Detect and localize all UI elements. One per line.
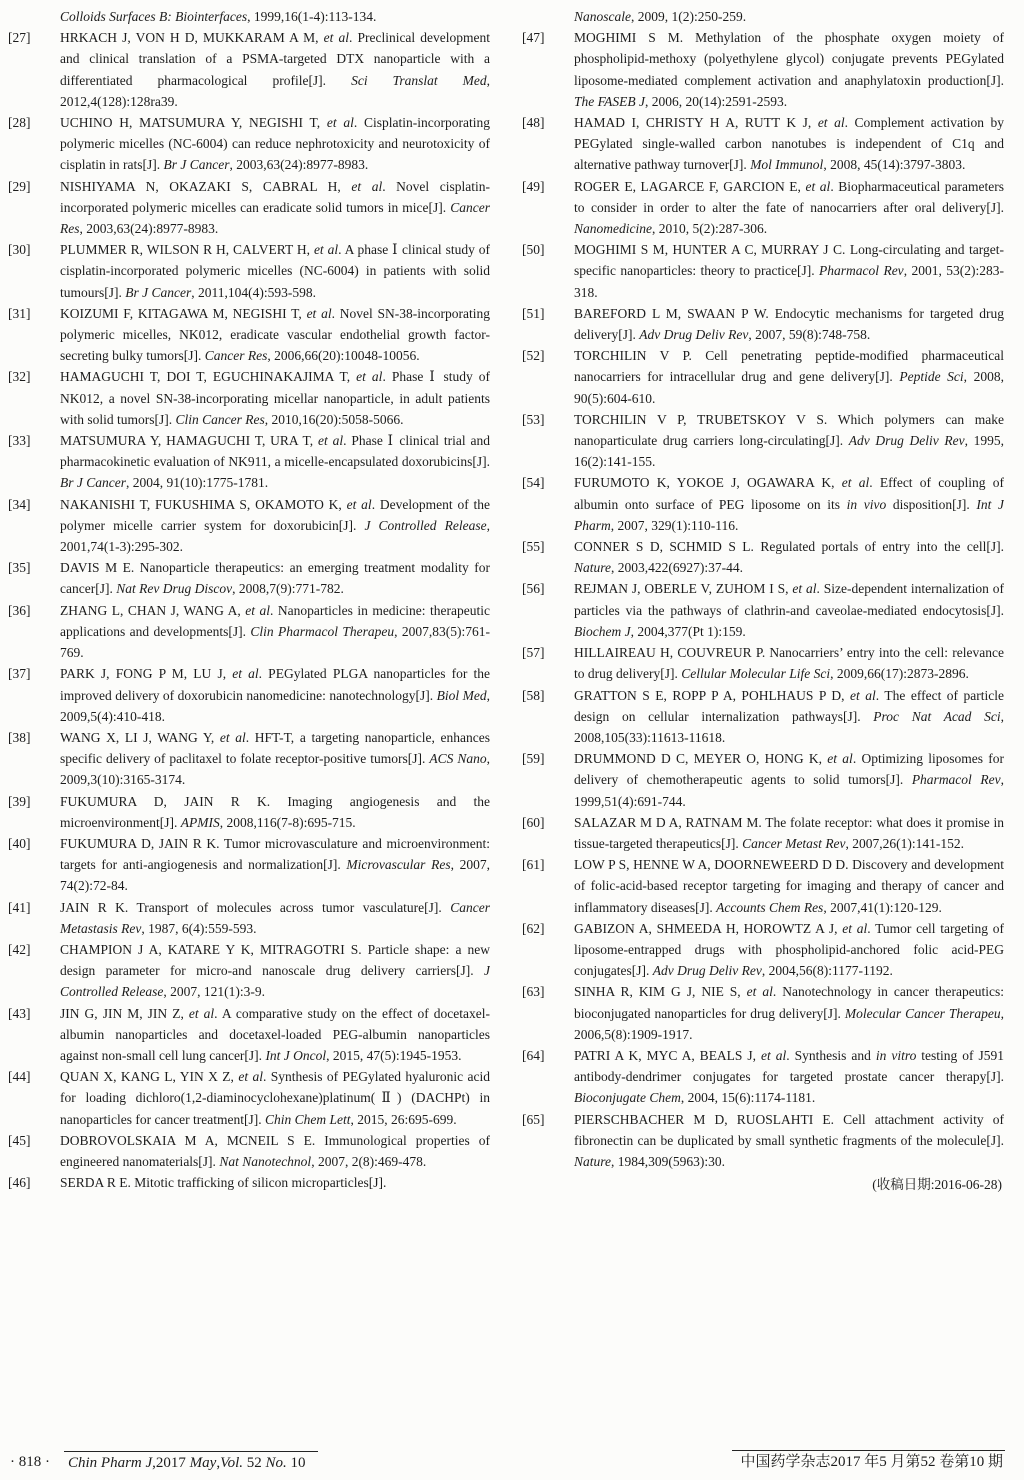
journal-citation-en: Chin Pharm J,2017 May,Vol. 52 No. 10 bbox=[64, 1451, 318, 1472]
reference-number: [48] bbox=[522, 115, 545, 131]
reference-text: JIN G, JIN M, JIN Z, et al. A comparative study on the effect of docetaxel-albumin nanoparticles and docetaxel-loaded PEG-albumin nanoparticles against non-small cell lung cancer[J]. Int J Oncol, 2015, 47(5):1945-1953. bbox=[60, 1005, 490, 1063]
reference-text: DOBROVOLSKAIA M A, MCNEIL S E. Immunological properties of engineered nanomaterials[J]. Nat Nanotechnol, 2007, 2(8):469-478. bbox=[60, 1132, 490, 1169]
reference-text: PLUMMER R, WILSON R H, CALVERT H, et al. A phase Ⅰ clinical study of cisplatin-incorporated polymeric micelles (NC-6004) in patients with solid tumours[J]. Br J Cancer, 2011,104(4):593-598. bbox=[60, 242, 490, 300]
reference-text: KOIZUMI F, KITAGAWA M, NEGISHI T, et al. Novel SN-38-incorporating polymeric micelles, NK012, eradicate vascular endothelial growth factor-secreting bulky tumors[J]. Cancer Res, 2006,66(20):10048-10056. bbox=[60, 305, 490, 364]
page-number: · 818 · bbox=[10, 1454, 50, 1470]
right-column bbox=[522, 6, 1004, 1406]
reference-item bbox=[8, 6, 490, 27]
reference-text: GABIZON A, SHMEEDA H, HOROWTZ A J, et al. Tumor cell targeting of liposome-entrapped drugs with phospholipid-anchored folic acid-PEG conjugates[J]. Adv Drug Deliv Rev, 2004,56(8):1177-1192. bbox=[574, 920, 1004, 979]
reference-text: SINHA R, KIM G J, NIE S, et al. Nanotechnology in cancer therapeutics: bioconjugated nanoparticles for drug delivery[J]. Molecular Cancer Therapeu, 2006,5(8):1909-1917. bbox=[574, 984, 1004, 1042]
reference-text: PARK J, FONG P M, LU J, et al. PEGylated PLGA nanoparticles for the improved delivery of doxorubicin nanomedicine: nanotechnology[J]. Biol Med, 2009,5(4):410-418. bbox=[60, 666, 490, 724]
reference-text: PIERSCHBACHER M D, RUOSLAHTI E. Cell attachment activity of fibronectin can be duplicated by small synthetic fragments of the molecule[J]. Nature, 1984,309(5963):30. bbox=[574, 1111, 1004, 1169]
reference-number: [49] bbox=[522, 178, 545, 194]
reference-item bbox=[522, 176, 1004, 240]
reference-text: SALAZAR M D A, RATNAM M. The folate receptor: what does it promise in tissue-targeted therapeutics[J]. Cancer Metast Rev, 2007,26(1):141-152. bbox=[574, 814, 1004, 851]
reference-item bbox=[522, 409, 1004, 473]
reference-number: [35] bbox=[8, 560, 31, 576]
reference-number: [34] bbox=[8, 496, 31, 512]
reference-text: DAVIS M E. Nanoparticle therapeutics: an emerging treatment modality for cancer[J]. Nat Rev Drug Discov, 2008,7(9):771-782. bbox=[60, 560, 490, 597]
reference-item bbox=[8, 239, 490, 303]
reference-number bbox=[8, 6, 60, 27]
reference-item bbox=[522, 918, 1004, 982]
reference-text: DRUMMOND D C, MEYER O, HONG K, et al. Optimizing liposomes for delivery of chemotherapeutic agents to solid tumors[J]. Pharmacol Rev, 1999,51(4):691-744. bbox=[574, 751, 1004, 809]
reference-number bbox=[522, 6, 574, 27]
reference-item bbox=[522, 536, 1004, 578]
reference-number: [63] bbox=[522, 984, 545, 1000]
reference-number: [36] bbox=[8, 602, 31, 618]
reference-item bbox=[522, 981, 1004, 1045]
reference-text: HAMAGUCHI T, DOI T, EGUCHINAKAJIMA T, et al. Phase Ⅰ study of NK012, a novel SN-38-incorporating micellar nanoparticle, in adult patients with solid tumors[J]. Clin Cancer Res, 2010,16(20):5058-5066. bbox=[60, 369, 490, 427]
reference-text: JAIN R K. Transport of molecules across tumor vasculature[J]. Cancer Metastasis Rev, 1987, 6(4):559-593. bbox=[60, 899, 490, 936]
reference-number: [51] bbox=[522, 305, 545, 321]
reference-text: NISHIYAMA N, OKAZAKI S, CABRAL H, et al. Novel cisplatin-incorporated polymeric micelles can eradicate solid tumors in mice[J]. Cancer Res, 2003,63(24):8977-8983. bbox=[60, 178, 490, 237]
reference-text: MOGHIMI S M, HUNTER A C, MURRAY J C. Long-circulating and target-specific nanoparticles: theory to practice[J]. Pharmacol Rev, 2001, 53(2):283-318. bbox=[574, 242, 1004, 300]
journal-citation-cn: 中国药学杂志2017 年5 月第52 卷第10 期 bbox=[732, 1450, 1005, 1472]
reference-item bbox=[8, 833, 490, 897]
reference-text: Nanoscale, 2009, 1(2):250-259. bbox=[574, 9, 747, 24]
reference-item bbox=[522, 812, 1004, 854]
reference-text: LOW P S, HENNE W A, DOORNEWEERD D D. Discovery and development of folic-acid-based receptor targeting for imaging and therapy of cancer and inflammatory diseases[J]. Accounts Chem Res, 2007,41(1):120-129. bbox=[574, 857, 1004, 915]
reference-number: [45] bbox=[8, 1132, 31, 1148]
reference-text: FUKUMURA D, JAIN R K. Imaging angiogenesis and the microenvironment[J]. APMIS, 2008,116(7-8):695-715. bbox=[60, 793, 490, 830]
reference-text: REJMAN J, OBERLE V, ZUHOM I S, et al. Size-dependent internalization of particles via the pathways of clathrin-and caveolae-mediated endocytosis[J]. Biochem J, 2004,377(Pt 1):159. bbox=[574, 581, 1004, 639]
reference-item bbox=[8, 112, 490, 176]
reference-text: FUKUMURA D, JAIN R K. Tumor microvasculature and microenvironment: targets for anti-angiogenesis and normalization[J]. Microvascular Res, 2007, 74(2):72-84. bbox=[60, 835, 490, 894]
reference-item bbox=[522, 685, 1004, 749]
reference-text: GRATTON S E, ROPP P A, POHLHAUS P D, et al. The effect of particle design on cellular internalization pathways[J]. Proc Nat Acad Sci, 2008,105(33):11613-11618. bbox=[574, 687, 1004, 745]
page-footer bbox=[0, 1440, 1024, 1474]
reference-number: [56] bbox=[522, 581, 545, 597]
reference-item bbox=[522, 748, 1004, 812]
reference-number: [50] bbox=[522, 242, 545, 258]
reference-number: [28] bbox=[8, 115, 31, 131]
footer-left bbox=[10, 1451, 318, 1472]
reference-item bbox=[8, 663, 490, 727]
reference-number: [40] bbox=[8, 835, 31, 851]
reference-text: HILLAIREAU H, COUVREUR P. Nanocarriers’ entry into the cell: relevance to drug delivery[J]. Cellular Molecular Life Sci, 2009,66(17):2873-2896. bbox=[574, 645, 1004, 682]
reference-number: [27] bbox=[8, 30, 31, 46]
reference-number: [54] bbox=[522, 475, 545, 491]
reference-number: [31] bbox=[8, 305, 31, 321]
footer-right bbox=[732, 1450, 1005, 1472]
reference-item bbox=[522, 27, 1004, 112]
reference-item bbox=[522, 578, 1004, 642]
left-column bbox=[8, 6, 490, 1406]
reference-text: MOGHIMI S M. Methylation of the phosphate oxygen moiety of phospholipid-methoxy (polyethylene glycol) conjugate prevents PEGylated liposome-mediated complement activation and anaphylatoxin production[J]. The FASEB J, 2006, 20(14):2591-2593. bbox=[574, 30, 1004, 109]
reference-number: [39] bbox=[8, 793, 31, 809]
reference-number: [65] bbox=[522, 1111, 545, 1127]
reference-item bbox=[522, 6, 1004, 27]
reference-item bbox=[522, 1045, 1004, 1109]
reference-number: [61] bbox=[522, 857, 545, 873]
reference-item bbox=[522, 345, 1004, 409]
reference-item bbox=[8, 897, 490, 939]
reference-item bbox=[8, 27, 490, 112]
reference-item bbox=[8, 1130, 490, 1172]
reference-number: [53] bbox=[522, 411, 545, 427]
reference-number: [41] bbox=[8, 899, 31, 915]
reference-number: [52] bbox=[522, 348, 545, 364]
reference-number: [46] bbox=[8, 1175, 31, 1191]
reference-text: CONNER S D, SCHMID S L. Regulated portals of entry into the cell[J]. Nature, 2003,422(6927):37-44. bbox=[574, 539, 1004, 576]
reference-item bbox=[522, 642, 1004, 684]
reference-number: [55] bbox=[522, 539, 545, 555]
reference-number: [33] bbox=[8, 433, 31, 449]
reference-item bbox=[8, 430, 490, 494]
reference-text: CHAMPION J A, KATARE Y K, MITRAGOTRI S. Particle shape: a new design parameter for micro-and nanoscale drug delivery carriers[J]. J Controlled Release, 2007, 121(1):3-9. bbox=[60, 941, 490, 1000]
reference-text: Colloids Surfaces B: Biointerfaces, 1999,16(1-4):113-134. bbox=[60, 9, 377, 24]
reference-number: [59] bbox=[522, 751, 545, 767]
reference-item bbox=[522, 303, 1004, 345]
reference-number: [30] bbox=[8, 242, 31, 258]
reference-text: HRKACH J, VON H D, MUKKARAM A M, et al. Preclinical development and clinical translation of a PSMA-targeted DTX nanoparticle with a differentiated pharmacological profile[J]. Sci Translat Med, 2012,4(128):128ra39. bbox=[60, 30, 490, 109]
reference-item bbox=[522, 854, 1004, 918]
reference-text: WANG X, LI J, WANG Y, et al. HFT-T, a targeting nanoparticle, enhances specific delivery of paclitaxel to folate receptor-positive tumors[J]. ACS Nano, 2009,3(10):3165-3174. bbox=[60, 729, 490, 788]
reference-item bbox=[8, 727, 490, 791]
received-date: (收稿日期:2016-06-28) bbox=[872, 1177, 1002, 1193]
reference-text: TORCHILIN V P, TRUBETSKOY V S. Which polymers can make nanoparticulate drug carriers long-circulating[J]. Adv Drug Deliv Rev, 1995, 16(2):141-155. bbox=[574, 411, 1004, 470]
reference-item bbox=[8, 600, 490, 664]
reference-number: [38] bbox=[8, 729, 31, 745]
reference-text: NAKANISHI T, FUKUSHIMA S, OKAMOTO K, et al. Development of the polymer micelle carrier system for doxorubicin[J]. J Controlled Release, 2001,74(1-3):295-302. bbox=[60, 496, 490, 555]
reference-item bbox=[8, 1066, 490, 1130]
reference-text: BAREFORD L M, SWAAN P W. Endocytic mechanisms for targeted drug delivery[J]. Adv Drug Deliv Rev, 2007, 59(8):748-758. bbox=[574, 305, 1004, 343]
reference-number: [62] bbox=[522, 920, 545, 936]
reference-text: ROGER E, LAGARCE F, GARCION E, et al. Biopharmaceutical parameters to consider in order to alter the fate of nanocarriers after oral delivery[J]. Nanomedicine, 2010, 5(2):287-306. bbox=[574, 178, 1004, 237]
reference-number: [58] bbox=[522, 687, 545, 703]
reference-number: [32] bbox=[8, 369, 31, 385]
reference-text: MATSUMURA Y, HAMAGUCHI T, URA T, et al. Phase Ⅰ clinical trial and pharmacokinetic evaluation of NK911, a micelle-encapsulated doxorubicins[J]. Br J Cancer, 2004, 91(10):1775-1781. bbox=[60, 433, 490, 491]
reference-text: QUAN X, KANG L, YIN X Z, et al. Synthesis of PEGylated hyaluronic acid for loading dichloro(1,2-diaminocyclohexane)platinum(Ⅱ) (DACHPt) in nanoparticles for cancer treatment[J]. Chin Chem Lett, 2015, 26:695-699. bbox=[60, 1069, 490, 1127]
reference-text: ZHANG L, CHAN J, WANG A, et al. Nanoparticles in medicine: therapeutic applications and developments[J]. Clin Pharmacol Therapeu, 2007,83(5):761-769. bbox=[60, 602, 490, 661]
reference-item bbox=[8, 791, 490, 833]
reference-number: [29] bbox=[8, 178, 31, 194]
reference-item bbox=[8, 366, 490, 430]
reference-item bbox=[8, 939, 490, 1003]
reference-number: [57] bbox=[522, 645, 545, 661]
reference-text: TORCHILIN V P. Cell penetrating peptide-modified pharmaceutical nanocarriers for intracellular drug and gene delivery[J]. Peptide Sci, 2008, 90(5):604-610. bbox=[574, 348, 1004, 406]
reference-text: SERDA R E. Mitotic trafficking of silicon microparticles[J]. bbox=[60, 1175, 387, 1191]
reference-text: PATRI A K, MYC A, BEALS J, et al. Synthesis and in vitro testing of J591 antibody-dendrimer conjugates for targeted prostate cancer therapy[J]. Bioconjugate Chem, 2004, 15(6):1174-1181. bbox=[574, 1047, 1004, 1106]
reference-text: FURUMOTO K, YOKOE J, OGAWARA K, et al. Effect of coupling of albumin onto surface of PEG liposome on its in vivo disposition[J]. Int J Pharm, 2007, 329(1):110-116. bbox=[574, 475, 1004, 533]
reference-item bbox=[522, 239, 1004, 303]
reference-list bbox=[8, 6, 1004, 1406]
reference-item bbox=[522, 112, 1004, 176]
reference-text: UCHINO H, MATSUMURA Y, NEGISHI T, et al. Cisplatin-incorporating polymeric micelles (NC-6004) can reduce nephrotoxicity and neurotoxicity of cisplatin in rats[J]. Br J Cancer, 2003,63(24):8977-8983. bbox=[60, 115, 490, 173]
reference-number: [44] bbox=[8, 1069, 31, 1085]
reference-item bbox=[8, 303, 490, 367]
reference-number: [43] bbox=[8, 1005, 31, 1021]
reference-text: HAMAD I, CHRISTY H A, RUTT K J, et al. Complement activation by PEGylated single-walled carbon nanotubes is independent of C1q and alternative pathway turnover[J]. Mol Immunol, 2008, 45(14):3797-3803. bbox=[574, 115, 1004, 173]
reference-item bbox=[8, 557, 490, 599]
reference-item bbox=[8, 1172, 490, 1193]
reference-number: [60] bbox=[522, 814, 545, 830]
reference-number: [42] bbox=[8, 941, 31, 957]
reference-number: [47] bbox=[522, 30, 545, 46]
reference-item bbox=[8, 1003, 490, 1067]
reference-item bbox=[522, 1109, 1004, 1173]
reference-item bbox=[8, 176, 490, 240]
reference-item bbox=[522, 472, 1004, 536]
reference-item bbox=[8, 494, 490, 558]
reference-number: [37] bbox=[8, 666, 31, 682]
reference-number: [64] bbox=[522, 1047, 545, 1063]
